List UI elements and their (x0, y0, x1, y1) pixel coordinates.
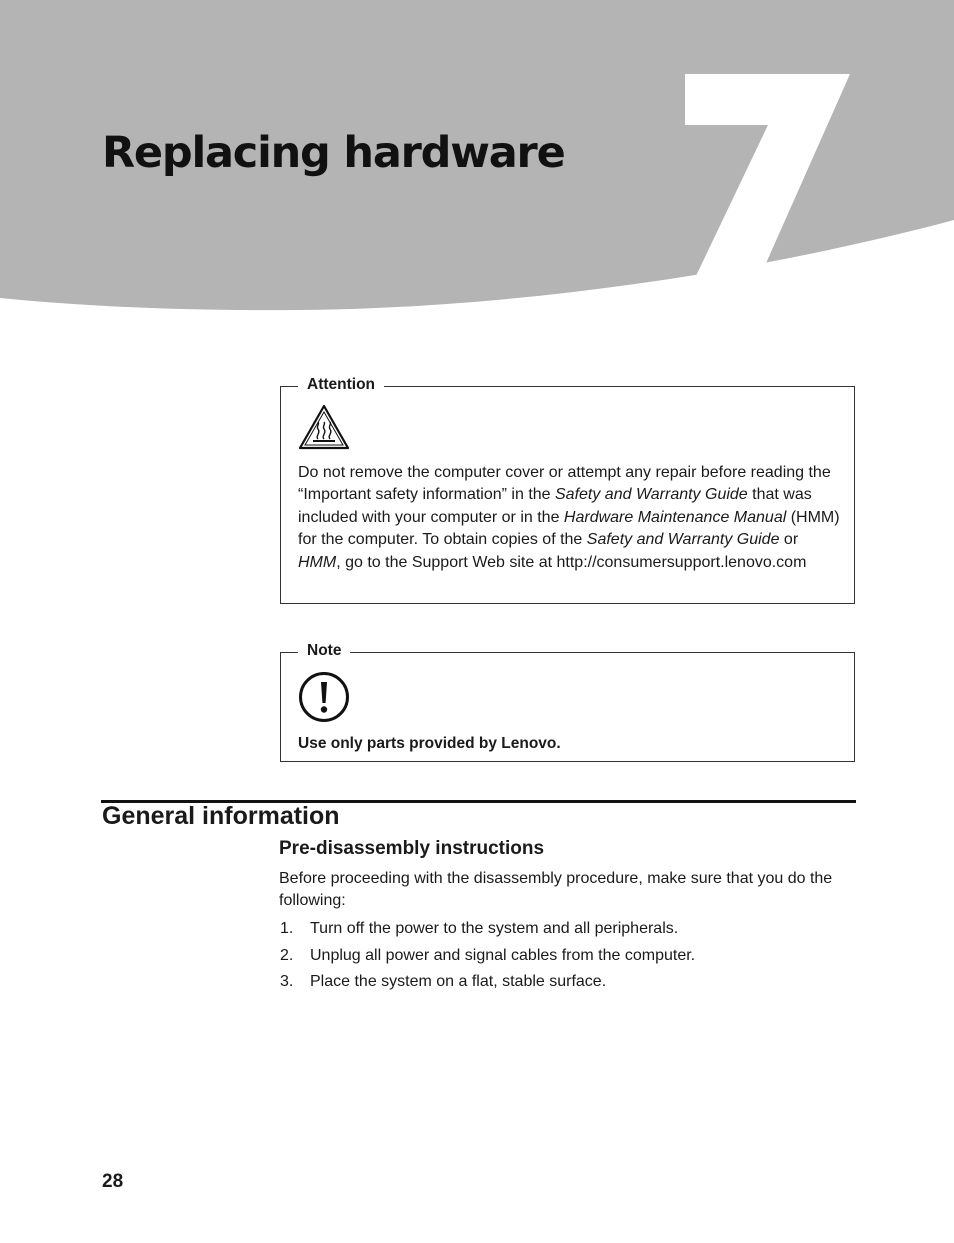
step-number: 1. (280, 920, 294, 937)
attention-label: Attention (298, 375, 384, 395)
attention-text-emphasis: Safety and Warranty Guide (555, 486, 748, 504)
step-number: 2. (280, 946, 294, 964)
attention-text-run: or (779, 531, 799, 549)
attention-text (298, 462, 840, 574)
attention-text-emphasis: Safety and Warranty Guide (586, 531, 780, 549)
exclamation-circle-icon (298, 671, 350, 723)
step-text: Unplug all power and signal cables from the computer. (310, 946, 696, 964)
section-title: General information (102, 802, 340, 830)
page-number: 28 (102, 1171, 124, 1192)
step-number: 3. (280, 973, 294, 991)
attention-box (280, 376, 855, 604)
list-item (279, 918, 849, 940)
attention-text-run: Do not remove the computer cover or attempt any repair before reading the “Important safety information” in the (298, 464, 831, 504)
intro-paragraph: Before proceeding with the disassembly procedure, make sure that you do the following: (279, 870, 833, 910)
attention-text-run: , go to the Support Web site at http://consumersupport.lenovo.com (336, 553, 807, 571)
attention-text-run: that was included with your computer or in the (298, 486, 812, 526)
subsection-title: Pre-disassembly instructions (279, 838, 545, 859)
note-label: Note (298, 641, 350, 661)
note-box (280, 642, 855, 762)
attention-text-emphasis: Hardware Maintenance Manual (563, 508, 787, 526)
step-text: Place the system on a flat, stable surface. (310, 973, 607, 991)
step-text: Turn off the power to the system and all peripherals. (310, 920, 679, 937)
attention-text-run: (HMM) for the computer. To obtain copies of the (298, 508, 840, 549)
hot-surface-warning-icon (298, 404, 350, 450)
attention-text-emphasis: HMM (298, 553, 337, 571)
chapter-title: Replacing hardware (102, 128, 565, 178)
list-item (279, 945, 849, 967)
steps-list (279, 918, 849, 998)
note-text: Use only parts provided by Lenovo. (298, 735, 561, 752)
list-item (279, 971, 849, 993)
